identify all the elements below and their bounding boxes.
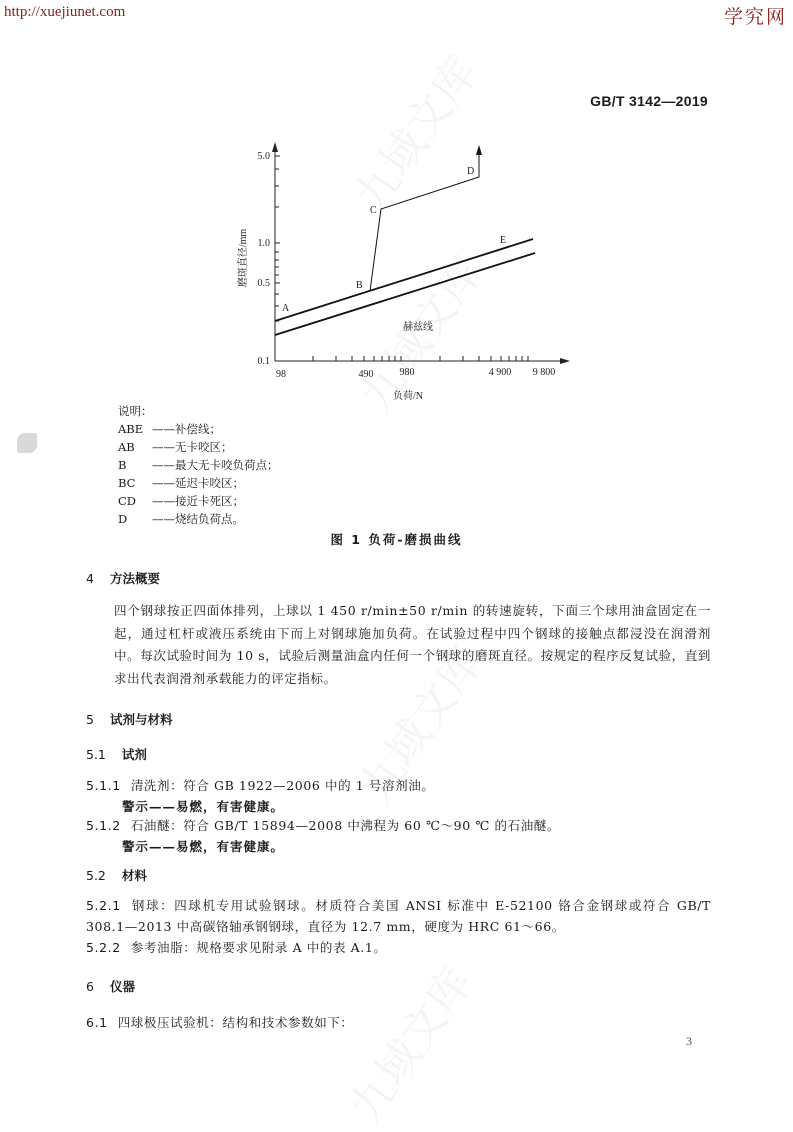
legend-item: BC ——延迟卡咬区； xyxy=(118,476,244,490)
x-axis-label: 负荷/N xyxy=(393,391,423,402)
svg-text:98: 98 xyxy=(276,369,286,380)
site-brand-logo: 学究网 xyxy=(723,6,787,28)
load-wear-chart xyxy=(220,140,590,405)
watermark xyxy=(331,952,484,1132)
clause-5-1-1: 5.1.1 清洗剂：符合 GB 1922—2006 中的 1 号溶剂油。 警示——易燃，有害健康。 xyxy=(86,775,711,817)
clause-6-1: 6.1 四球极压试验机：结构和技术参数如下： xyxy=(86,1015,354,1030)
section-heading-5: 5 试剂与材料 xyxy=(86,712,173,727)
d-arrow-icon xyxy=(476,145,482,155)
side-tab-handle[interactable] xyxy=(17,433,37,453)
svg-text:0.1: 0.1 xyxy=(257,356,270,367)
section-heading-5-1: 5.1 试剂 xyxy=(86,747,147,762)
section-heading-6: 6 仪器 xyxy=(86,979,135,994)
svg-text:E: E xyxy=(500,235,507,246)
legend-item: B ——最大无卡咬负荷点； xyxy=(118,458,279,472)
svg-text:0.5: 0.5 xyxy=(257,278,270,289)
site-url-link[interactable]: http://xuejiunet.com xyxy=(4,4,126,20)
svg-text:490: 490 xyxy=(358,369,374,380)
legend-item: AB ——无卡咬区； xyxy=(118,440,233,454)
svg-text:4 900: 4 900 xyxy=(488,367,512,378)
svg-text:5.0: 5.0 xyxy=(257,151,270,162)
standard-number: GB/T 3142—2019 xyxy=(590,93,708,109)
y-axis-label: 磨斑直径/mm xyxy=(238,228,249,288)
clause-5-2-1: 5.2.1 钢球：四球机专用试验钢球。材质符合美国 ANSI 标准中 E-52100 铬合金钢球或符合 GB/T 308.1—2013 中高碳铬轴承钢钢球，直径为 12.7 mm，硬度为 HRC 61～66。 xyxy=(86,898,711,934)
svg-text:A: A xyxy=(282,303,290,314)
page-number: 3 xyxy=(686,1034,692,1048)
legend-item: ABE ——补偿线； xyxy=(118,422,221,436)
section-4-paragraph: 四个钢球按正四面体排列，上球以 1 450 r/min±50 r/min 的转速旋转，下面三个球用油盒固定在一起，通过杠杆或液压系统由下而上对钢球施加负荷。在试验过程中四个钢球的接触点都浸没在润滑剂中。每次试验时间为 10 s，试验后测量油盒内任何一个钢球的磨斑直径。按规定的程序反复试验，直到求出代表润滑剂承载能力的评定指标。 xyxy=(114,603,711,686)
y-axis-arrow-icon xyxy=(272,142,278,152)
abe-compensation-line xyxy=(275,239,533,321)
warning-text: 警示——易燃，有害健康。 xyxy=(122,839,285,854)
clause-5-2-2: 5.2.2 参考油脂：规格要求见附录 A 中的表 A.1。 xyxy=(86,940,387,955)
svg-text:980: 980 xyxy=(399,367,415,378)
section-heading-5-2: 5.2 材料 xyxy=(86,868,147,883)
x-axis-arrow-icon xyxy=(560,358,570,364)
svg-text:1.0: 1.0 xyxy=(257,238,270,249)
clause-5-1-2: 5.1.2 石油醚：符合 GB/T 15894—2008 中沸程为 60 ℃～90 ℃ 的石油醚。 警示——易燃，有害健康。 xyxy=(86,815,711,857)
figure-caption: 图 1 负荷-磨损曲线 xyxy=(330,532,463,547)
legend-item: CD ——接近卡死区； xyxy=(118,494,244,508)
svg-text:C: C xyxy=(370,205,377,216)
legend-title: 说明： xyxy=(118,404,153,418)
figure-legend xyxy=(118,402,279,528)
svg-text:B: B xyxy=(356,280,363,291)
svg-text:赫兹线: 赫兹线 xyxy=(403,322,433,333)
section-heading-4: 4 方法概要 xyxy=(86,571,160,586)
svg-text:9 800: 9 800 xyxy=(532,367,556,378)
bcd-seizure-line xyxy=(370,148,479,291)
warning-text: 警示——易燃，有害健康。 xyxy=(122,799,285,814)
svg-text:D: D xyxy=(467,166,475,177)
legend-item: D ——烧结负荷点。 xyxy=(118,512,244,526)
